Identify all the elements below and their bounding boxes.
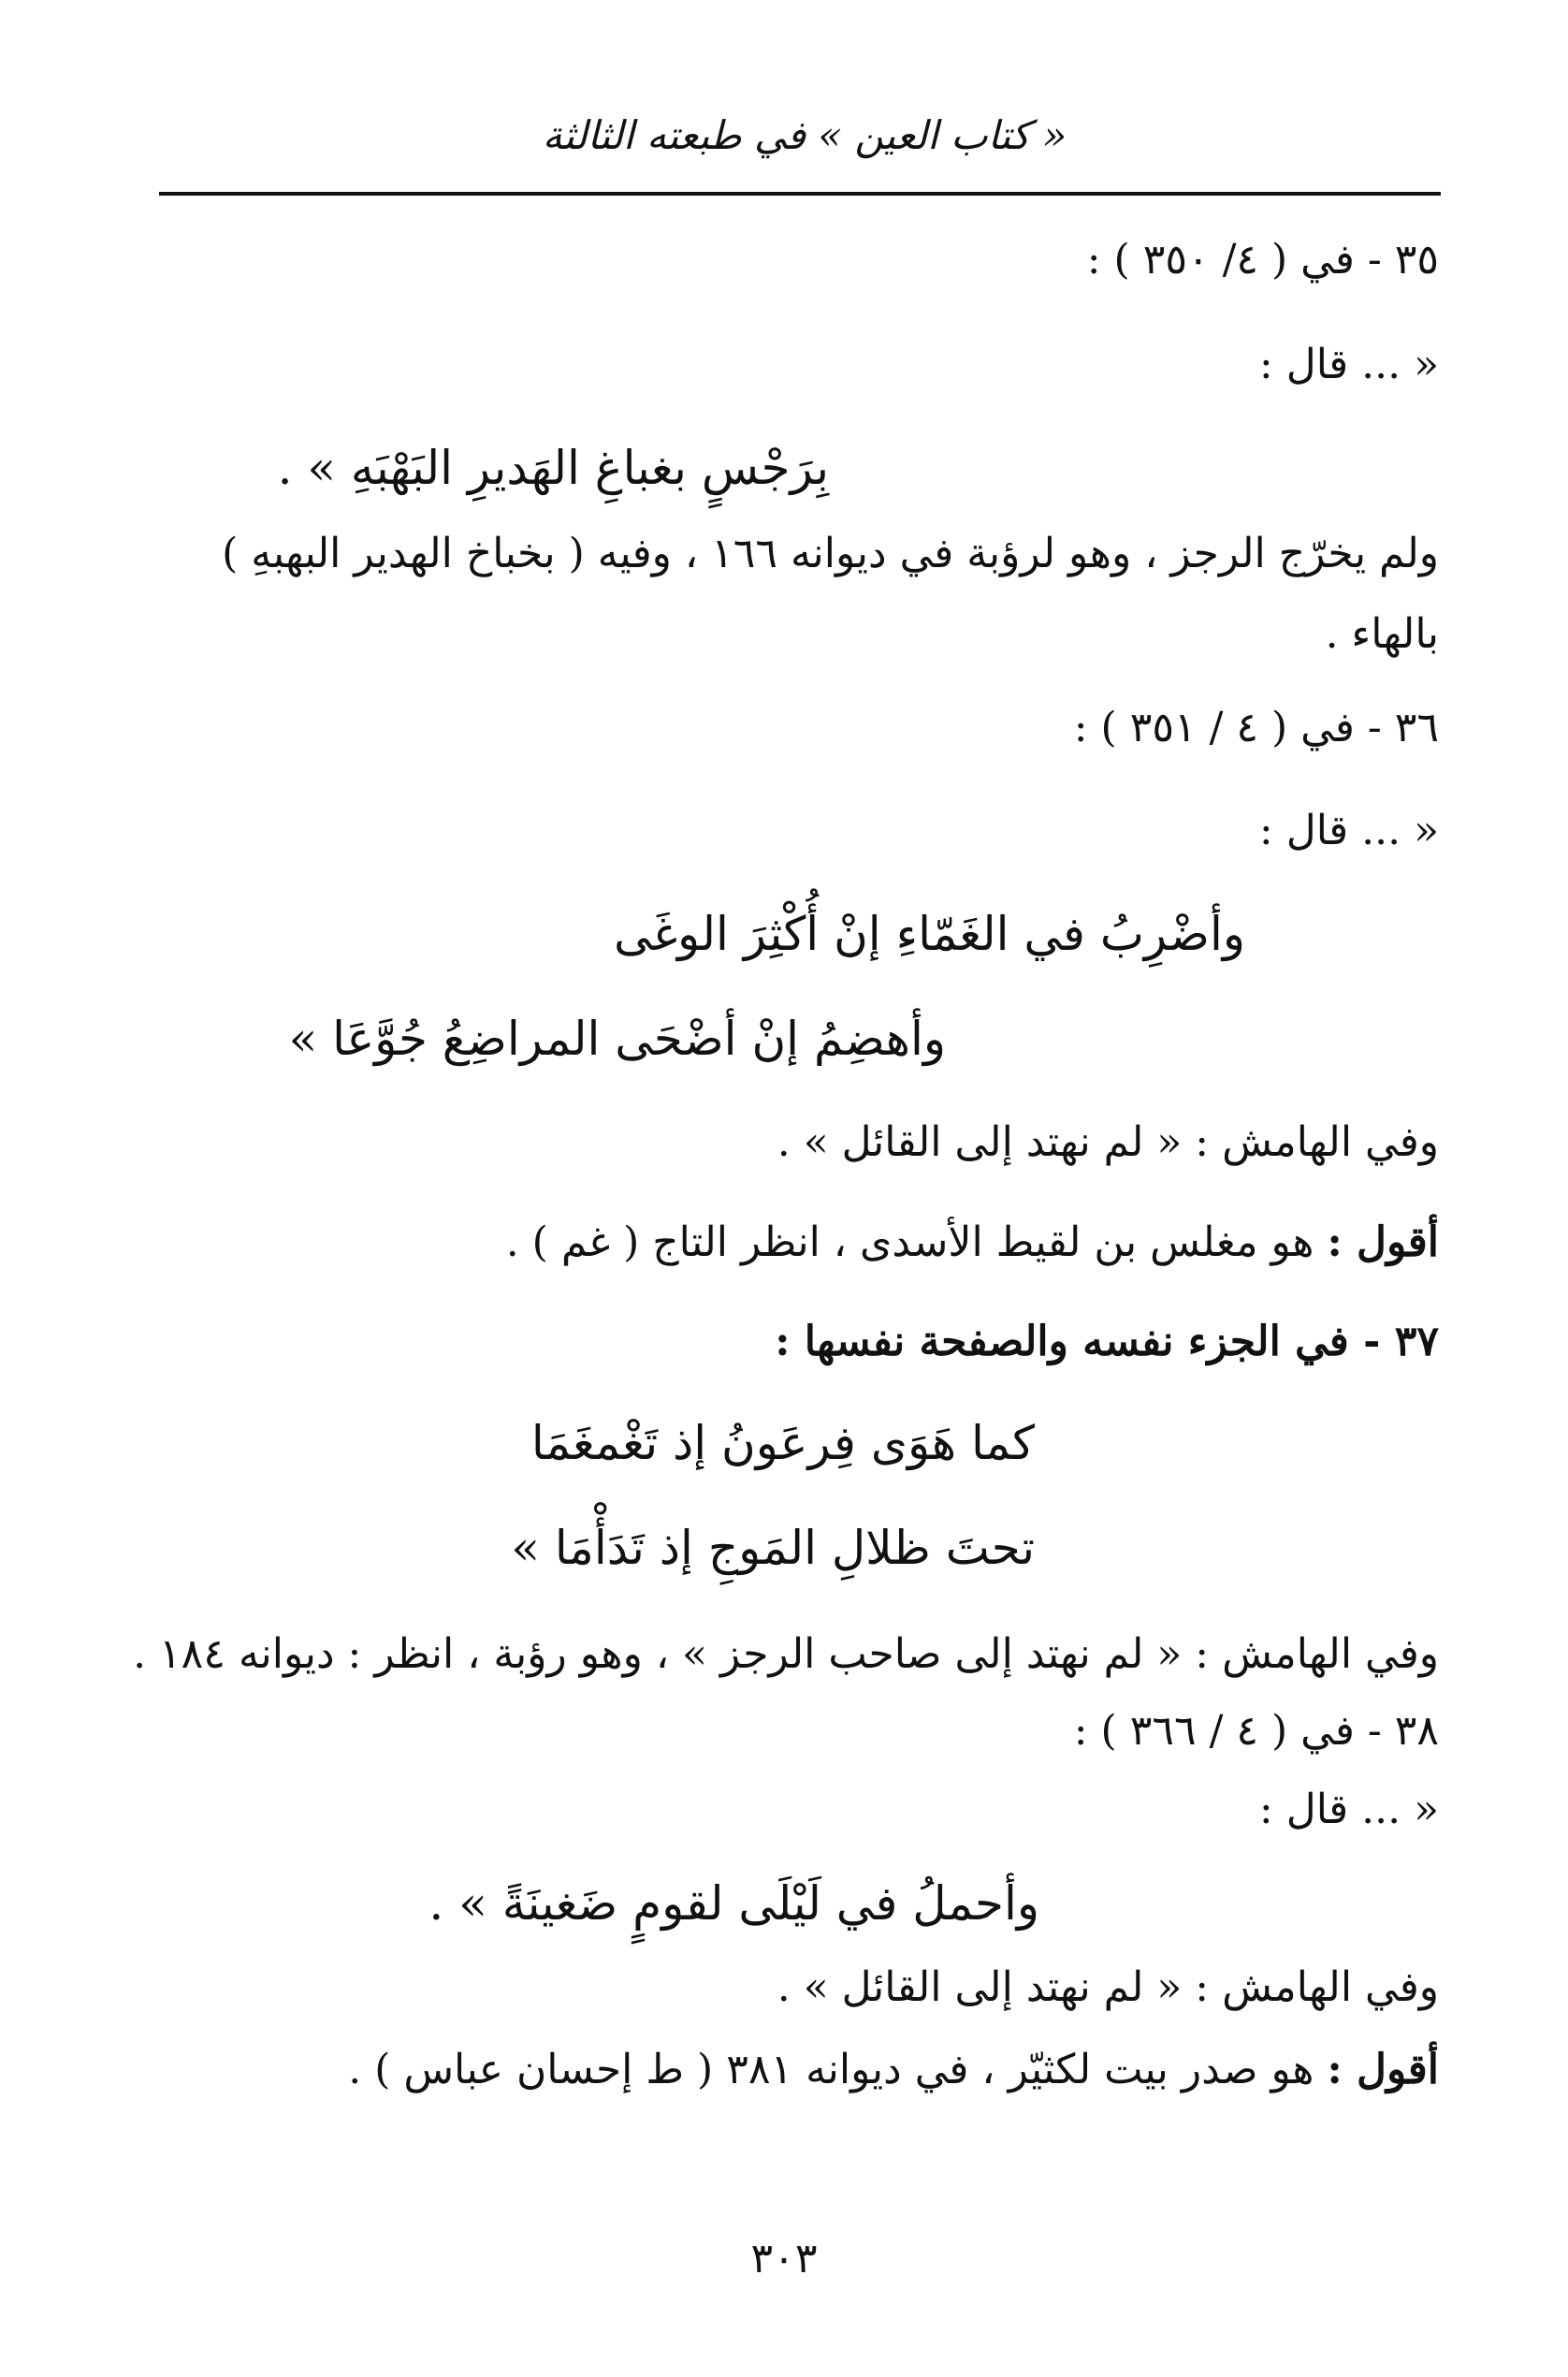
commentary-line: بالهاء . <box>1325 610 1439 658</box>
verse-line: تحتَ ظلالِ المَوجِ إذ تَدَأْمَا » <box>511 1521 1035 1575</box>
commentary-line <box>159 1218 1439 1268</box>
quote-intro: « ... قال : <box>1258 341 1439 388</box>
entry-heading: ٣٥ - في ( ٤/ ٣٥٠ ) : <box>1086 236 1439 284</box>
verse-line: كما هَوَى فِرعَونُ إذ تَغْمغَمَا <box>530 1416 1035 1470</box>
page-number: ٣٠٣ <box>750 2235 818 2282</box>
quote-intro: « ... قال : <box>1258 807 1439 854</box>
comment-text: هو مغلس بن لقيط الأسدى ، انظر التاج ( غم ) . <box>505 1218 1314 1266</box>
comment-label: أقول : <box>1327 1218 1439 1266</box>
entry-heading: ٣٧ - في الجزء نفسه والصفحة نفسها : <box>775 1318 1439 1365</box>
verse-line: وأهضِمُ إنْ أضْحَى المراضِعُ جُوَّعَا » <box>288 1012 946 1066</box>
entry-heading: ٣٨ - في ( ٤ / ٣٦٦ ) : <box>1073 1707 1439 1755</box>
verse-line: وأضْرِبُ في الغَمّاءِ إنْ أُكْثِرَ الوغَى <box>614 907 1245 961</box>
running-header: « كتاب العين » في طبعته الثالثة <box>542 112 1067 158</box>
comment-text: هو صدر بيت لكثيّر ، في ديوانه ٣٨١ ( ط إحسان عباس ) . <box>348 2046 1314 2093</box>
quote-intro: « ... قال : <box>1258 1786 1439 1833</box>
margin-note: وفي الهامش : « لم نهتد إلى القائل » . <box>777 1963 1439 2011</box>
margin-note: وفي الهامش : « لم نهتد إلى القائل » . <box>777 1118 1439 1166</box>
commentary-line: ولم يخرّج الرجز ، وهو لرؤبة في ديوانه ١٦٦ ، وفيه ( بخباخ الهدير البهبهِ ) <box>222 530 1439 577</box>
verse-line: وأحملُ في لَيْلَى لقومٍ ضَغينَةً » . <box>428 1876 1039 1931</box>
entry-heading: ٣٦ - في ( ٤ / ٣٥١ ) : <box>1073 704 1439 751</box>
margin-note: وفي الهامش : « لم نهتد إلى صاحب الرجز » ، وهو رؤبة ، انظر : ديوانه ١٨٤ . <box>133 1630 1439 1678</box>
commentary-line <box>159 2046 1439 2095</box>
comment-label: أقول : <box>1327 2046 1439 2093</box>
header-rule <box>159 192 1441 196</box>
verse-line: بِرَجْسٍ بغباغِ الهَديرِ البَهْبَهِ » . <box>277 441 829 495</box>
